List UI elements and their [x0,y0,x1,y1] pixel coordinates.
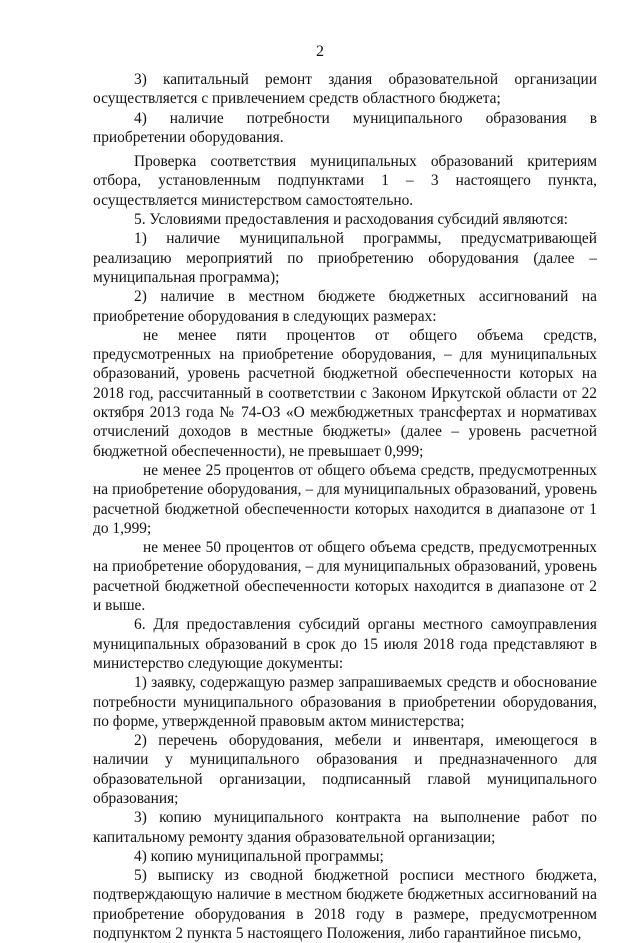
paragraph-verification: Проверка соответствия муниципальных образований критериям отбора, установленным подпунктами 1 – 3 настоящего пункта, осуществляется министерством самостоятельно. [93,153,597,209]
paragraph-section-5-heading: 5. Условиями предоставления и расходования субсидий являются: [134,211,568,229]
paragraph-document-1: 1) заявку, содержащую размер запрашиваемых средств и обоснование потребности муниципального образования в приобретении оборудования, по форме, утвержденной правовым актом министерства; [93,674,597,730]
paragraph-share-5-percent: не менее пяти процентов от общего объема средств, предусмотренных на приобретение оборудования, – для муниципальных образований, уровень расчетной бюджетной обеспеченности которых на 2018 год, рассчитанный в соответствии с Законом Иркутской области от 22 октября 2013 года № 74-ОЗ «О межбюджетных трансфертах и нормативах отчислений доходов в местные бюджеты» (далее – уровень расчетной бюджетной обеспеченности), не превышает 0,999; [93,326,597,460]
paragraph-condition-2: 2) наличие в местном бюджете бюджетных ассигнований на приобретение оборудования в следующих размерах: [93,288,597,325]
paragraph-document-4: 4) копию муниципальной программы; [134,847,384,865]
paragraph-document-3: 3) копию муниципального контракта на выполнение работ по капитальному ремонту здания образовательной организации; [93,809,597,846]
paragraph-condition-1: 1) наличие муниципальной программы, предусматривающей реализацию мероприятий по приобретению оборудования (далее – муниципальная программа); [93,230,597,286]
paragraph-section-6-heading: 6. Для предоставления субсидий органы местного самоуправления муниципальных образований в срок до 15 июля 2018 года представляют в министерство следующие документы: [93,616,597,672]
paragraph-document-2: 2) перечень оборудования, мебели и инвентаря, имеющегося в наличии у муниципального образования и предназначенного для образовательной организации, подписанный главой муниципального образования; [93,732,597,807]
document-body [93,70,597,943]
page-number: 2 [316,43,324,60]
paragraph-share-25-percent: не менее 25 процентов от общего объема средств, предусмотренных на приобретение оборудования, – для муниципальных образований, уровень расчетной бюджетной обеспеченности которых находится в диапазоне от 1 до 1,999; [93,461,597,537]
paragraph-item-4: 4) наличие потребности муниципального образования в приобретении оборудования. [93,109,597,146]
paragraph-share-50-percent: не менее 50 процентов от общего объема средств, предусмотренных на приобретение оборудования, – для муниципальных образований, уровень расчетной бюджетной обеспеченности которых находится в диапазоне от 2 и выше. [93,539,597,615]
paragraph-item-3: 3) капитальный ремонт здания образовательной организации осуществляется с привлечением средств областного бюджета; [93,71,597,108]
paragraph-document-5: 5) выписку из сводной бюджетной росписи местного бюджета, подтверждающую наличие в местном бюджете бюджетных ассигнований на приобретение оборудования в 2018 году в размере, предусмотренном подпунктом 2 пункта 5 настоящего Положения, либо гарантийное письмо, [93,867,597,943]
